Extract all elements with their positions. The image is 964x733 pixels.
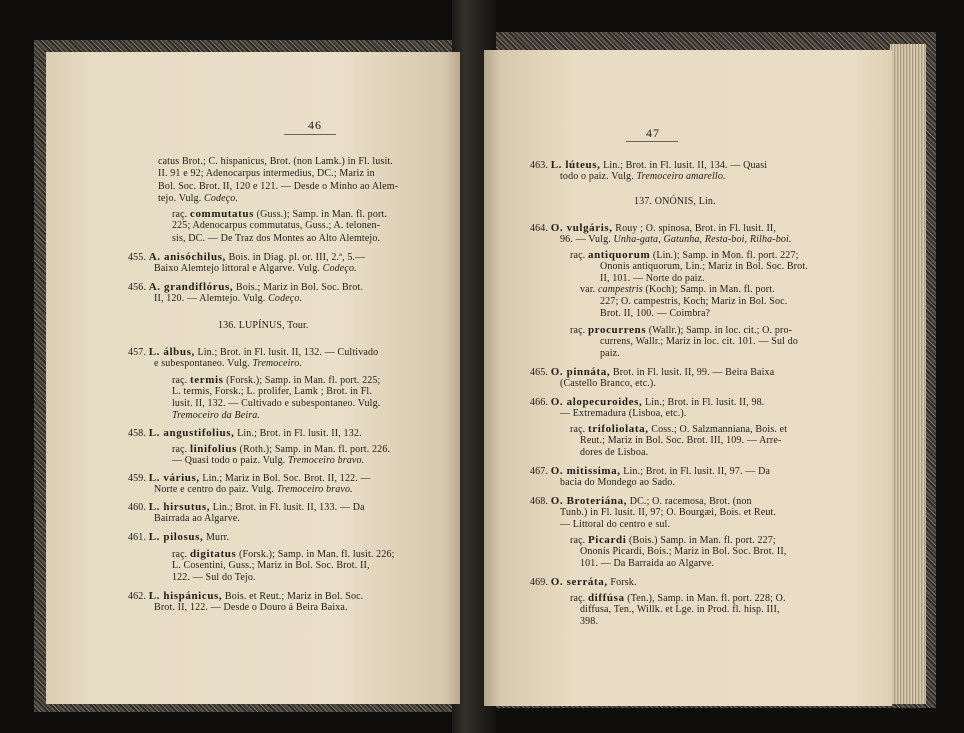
text-run: 227; O. campestris, Koch; Mariz in Bol. Soc. — [600, 296, 788, 307]
text-run: (Wallr.); Samp. in loc. cit.; O. pro- — [646, 325, 793, 336]
left-text-line — [158, 193, 238, 206]
page-edges — [890, 44, 926, 704]
text-run: 466. — [530, 397, 551, 408]
left-text-line — [172, 233, 380, 246]
text-run: paiz. — [600, 348, 620, 359]
left-text-line — [172, 220, 380, 233]
right-text-line — [580, 604, 780, 617]
text-run: raç. — [172, 549, 190, 560]
text-run: — Extremadura (Lisboa, etc.). — [560, 408, 687, 419]
text-run: DC.; O. racemosa, Brot. (non — [627, 496, 752, 507]
taxon-name: termis — [189, 374, 224, 386]
left-page — [46, 52, 460, 704]
taxon-name: diffúsa — [587, 592, 625, 604]
left-text-line — [172, 398, 380, 411]
right-text-line — [634, 196, 716, 209]
text-run: Bois. in Diag. pl. or. III, 2.ª, 5.— — [225, 252, 366, 263]
text-run: (Castello Branco, etc.). — [560, 378, 657, 389]
text-run: raç. — [570, 325, 588, 336]
right-text-line — [560, 519, 670, 532]
text-run: Forsk. — [607, 577, 637, 588]
text-run: 459. — [128, 473, 149, 484]
left-text-line — [154, 484, 353, 497]
text-run: 461. — [128, 532, 149, 543]
taxon-name: trifoliolata, — [587, 423, 649, 435]
right-text-line — [530, 576, 637, 590]
right-text-line — [580, 558, 714, 571]
vernacular-name: Unha-gata, Gatunha, Resta-boi, Rilha-boi. — [613, 234, 792, 245]
right-text-line — [560, 477, 675, 490]
text-run: 137. ONÓNIS, Lin. — [634, 196, 716, 207]
text-run: II, 120. — Alemtejo. Vulg. — [154, 293, 269, 304]
right-text-line — [560, 507, 776, 520]
left-text-line — [154, 358, 302, 371]
text-run: 465. — [530, 367, 551, 378]
text-run: Coss.; O. Salzmanniana, Bois. et — [648, 424, 788, 435]
header-rule-left — [284, 134, 336, 135]
text-run: (Lin.); Samp. in Mon. fl. port. 227; — [650, 250, 799, 261]
text-run: 225; Adenocarpus commutatus, Guss.; A. telonen- — [172, 220, 381, 231]
text-run: Reut.; Mariz in Bol. Soc. Brot. III, 109. — Arre- — [580, 435, 782, 446]
text-run: 136. LUPÍNUS, Tour. — [218, 320, 309, 331]
page-number-left: 46 — [308, 118, 322, 132]
text-run: (Roth.); Samp. in Man. fl. port. 226. — [236, 444, 391, 455]
taxon-name: O. alopecuroides, — [550, 396, 643, 408]
text-run: Lin.; Brot. in Fl. lusit. II, 133. — Da — [210, 502, 365, 513]
right-text-line — [560, 408, 687, 421]
text-run: 464. — [530, 223, 551, 234]
text-run: catus Brot.; C. hispanicus, Brot. (non Lamk.) in Fl. lusit. — [158, 156, 393, 167]
taxon-name: O. Broteriána, — [550, 495, 628, 507]
right-text-line — [580, 616, 598, 629]
left-text-line — [158, 156, 393, 169]
right-text-line — [560, 234, 792, 247]
taxon-name: A. grandiflórus, — [148, 281, 234, 293]
taxon-name: L. hirsutus, — [148, 501, 211, 513]
text-run: 458. — [128, 428, 149, 439]
text-run: 96. — Vulg. — [560, 234, 614, 245]
text-run: tejo. Vulg. — [158, 193, 205, 204]
left-text-line — [172, 410, 260, 423]
text-run: — Quasi todo o paiz. Vulg. — [172, 455, 289, 466]
text-run: II. 91 e 92; Adenocarpus intermedius, DC.; Mariz in — [158, 168, 375, 179]
text-run: II, 101. — Norte do paiz. — [600, 273, 705, 284]
vernacular-name: Tremoceiro amarello. — [636, 171, 726, 182]
text-run: raç. — [570, 535, 588, 546]
text-run: raç. — [570, 424, 588, 435]
text-run: lusit. II, 132. — Cultivado e subespontaneo. Vulg. — [172, 398, 381, 409]
right-text-line — [600, 336, 798, 349]
text-run: — Littoral do centro e sul. — [560, 519, 671, 530]
right-page — [484, 50, 892, 706]
left-text-line — [154, 513, 240, 526]
text-run: sis, DC. — De Traz dos Montes ao Alto Alemtejo. — [172, 233, 381, 244]
right-text-line — [580, 435, 782, 448]
text-run: 468. — [530, 496, 551, 507]
text-run: 469. — [530, 577, 551, 588]
taxon-name: antiquorum — [587, 249, 651, 261]
text-run: Lin.; Brot. in Fl. lusit. II, 98. — [642, 397, 765, 408]
text-run: Lin.; Brot. in Fl. lusit. II, 132. — [234, 428, 362, 439]
text-run: Bol. Soc. Brot. II, 120 e 121. — Desde o Minho ao Alem- — [158, 181, 399, 192]
text-run: Murr. — [203, 532, 230, 543]
right-text-line — [600, 308, 710, 321]
text-run: L. Cosentini, Guss.; Mariz in Bol. Soc. Brot. II, — [172, 560, 370, 571]
text-run: Ononis Picardi, Bois.; Mariz in Bol. Soc. Brot. II, — [580, 546, 787, 557]
text-run: 467. — [530, 466, 551, 477]
taxon-name: commutatus — [189, 208, 255, 220]
taxon-name: L. álbus, — [148, 346, 195, 358]
taxon-name: O. serráta, — [550, 576, 608, 588]
left-text-line — [154, 263, 357, 276]
text-run: raç. — [570, 250, 588, 261]
text-run: Brot. II, 122. — Desde o Douro á Beira Baixa. — [154, 602, 348, 613]
text-run: Lin.; Brot. in Fl. lusit. II, 134. — Quasi — [600, 160, 768, 171]
text-run: 122. — Sul do Tejo. — [172, 572, 256, 583]
taxon-name: L. pilosus, — [148, 531, 204, 543]
right-text-line — [600, 261, 808, 274]
left-text-line — [154, 602, 348, 615]
taxon-name: Picardi — [587, 534, 627, 546]
taxon-name: L. hispánicus, — [148, 590, 223, 602]
text-run: Baixo Alemtejo littoral e Algarve. Vulg. — [154, 263, 323, 274]
text-run: Brot. in Fl. lusit. II, 99. — Beira Baixa — [610, 367, 775, 378]
text-run: 463. — [530, 160, 551, 171]
vernacular-name: Tremoceiro da Beira. — [172, 410, 261, 421]
left-text-line — [218, 320, 309, 333]
text-run: Bois.; Mariz in Bol. Soc. Brot. — [233, 282, 364, 293]
text-run: diffusa, Ten., Willk. et Lge. in Prod. fl. hisp. III, — [580, 604, 780, 615]
text-run: Brot. II, 100. — Coimbra? — [600, 308, 711, 319]
text-run: raç. — [172, 209, 190, 220]
text-run: 456. — [128, 282, 149, 293]
vernacular-name: Codeço. — [322, 263, 357, 274]
taxon-name: O. vulgáris, — [550, 222, 613, 234]
text-run: Ononis antiquorum, Lin.; Mariz in Bol. Soc. Brot. — [600, 261, 808, 272]
right-text-line — [580, 546, 787, 559]
text-run: (Forsk.); Samp. in Man. fl. port. 225; — [223, 375, 381, 386]
vernacular-name: Tremoceiro bravo. — [288, 455, 365, 466]
right-text-line — [600, 348, 620, 361]
vernacular-name: Tremoceiro bravo. — [276, 484, 353, 495]
text-run: 462. — [128, 591, 149, 602]
taxon-name: A. anisóchilus, — [148, 251, 226, 263]
left-text-line — [158, 168, 375, 181]
page-number-right: 47 — [646, 126, 660, 140]
vernacular-name: campestris — [597, 284, 643, 295]
taxon-name: L. angustifolius, — [148, 427, 235, 439]
text-run: (Koch); Samp. in Man. fl. port. — [642, 284, 775, 295]
text-run: Bairrada ao Algarve. — [154, 513, 241, 524]
vernacular-name: Codeço. — [204, 193, 239, 204]
text-run: 460. — [128, 502, 149, 513]
text-run: Rouy ; O. spinosa, Brot. in Fl. lusit. II, — [612, 223, 777, 234]
text-run: raç. — [172, 444, 190, 455]
taxon-name: L. várius, — [148, 472, 200, 484]
text-run: bacia do Mondego ao Sado. — [560, 477, 676, 488]
text-run: Lin.; Brot. in Fl. lusit. II, 132. — Cultivado — [194, 347, 379, 358]
right-text-line — [560, 171, 726, 184]
left-text-line — [128, 531, 229, 545]
text-run: Bois. et Reut.; Mariz in Bol. Soc. — [222, 591, 364, 602]
right-text-line — [600, 296, 787, 309]
taxon-name: L. lúteus, — [550, 159, 601, 171]
text-run: (Guss.); Samp. in Man. fl. port. — [254, 209, 388, 220]
left-text-line — [172, 560, 370, 573]
left-text-line — [158, 181, 398, 194]
text-run: 101. — Da Barraida ao Algarve. — [580, 558, 715, 569]
taxon-name: O. mitissima, — [550, 465, 621, 477]
text-run: 455. — [128, 252, 149, 263]
text-run: raç. — [570, 593, 588, 604]
text-run: Norte e centro do paiz. Vulg. — [154, 484, 277, 495]
left-text-line — [172, 386, 372, 399]
left-text-line — [172, 572, 256, 585]
left-text-line — [154, 293, 302, 306]
taxon-name: linifolius — [189, 443, 237, 455]
taxon-name: O. pinnáta, — [550, 366, 611, 378]
right-text-line — [560, 378, 656, 391]
text-run: L. termis, Forsk.; L. prolifer, Lamk ; Brot. in Fl. — [172, 386, 373, 397]
left-text-line — [128, 427, 362, 441]
text-run: var. — [580, 284, 598, 295]
text-run: (Bois.) Samp. in Man. fl. port. 227; — [626, 535, 776, 546]
text-run: 398. — [580, 616, 599, 627]
right-text-line — [580, 284, 775, 297]
text-run: dores de Lisboa. — [580, 447, 649, 458]
text-run: currens, Wallr.; Mariz in loc. cit. 101. — Sul do — [600, 336, 798, 347]
left-text-line — [172, 455, 364, 468]
text-run: Lin.; Mariz in Bol. Soc. Brot. II, 122. — — [199, 473, 371, 484]
text-run: Tunb.) in Fl. lusit. II, 97; O. Bourgæi, Bois. et Reut. — [560, 507, 777, 518]
text-run: Lin.; Brot. in Fl. lusit. II, 97. — Da — [620, 466, 771, 477]
text-run: raç. — [172, 375, 190, 386]
taxon-name: digitatus — [189, 548, 237, 560]
header-rule-right — [626, 141, 678, 142]
vernacular-name: Tremoceiro. — [252, 358, 303, 369]
text-run: (Ten.), Samp. in Man. fl. port. 228; O. — [624, 593, 786, 604]
text-run: 457. — [128, 347, 149, 358]
text-run: e subespontaneo. Vulg. — [154, 358, 253, 369]
taxon-name: procurrens — [587, 324, 647, 336]
vernacular-name: Codeço. — [268, 293, 303, 304]
text-run: (Forsk.); Samp. in Man. fl. lusit. 226; — [236, 549, 395, 560]
text-run: todo o paiz. Vulg. — [560, 171, 637, 182]
right-text-line — [580, 447, 648, 460]
